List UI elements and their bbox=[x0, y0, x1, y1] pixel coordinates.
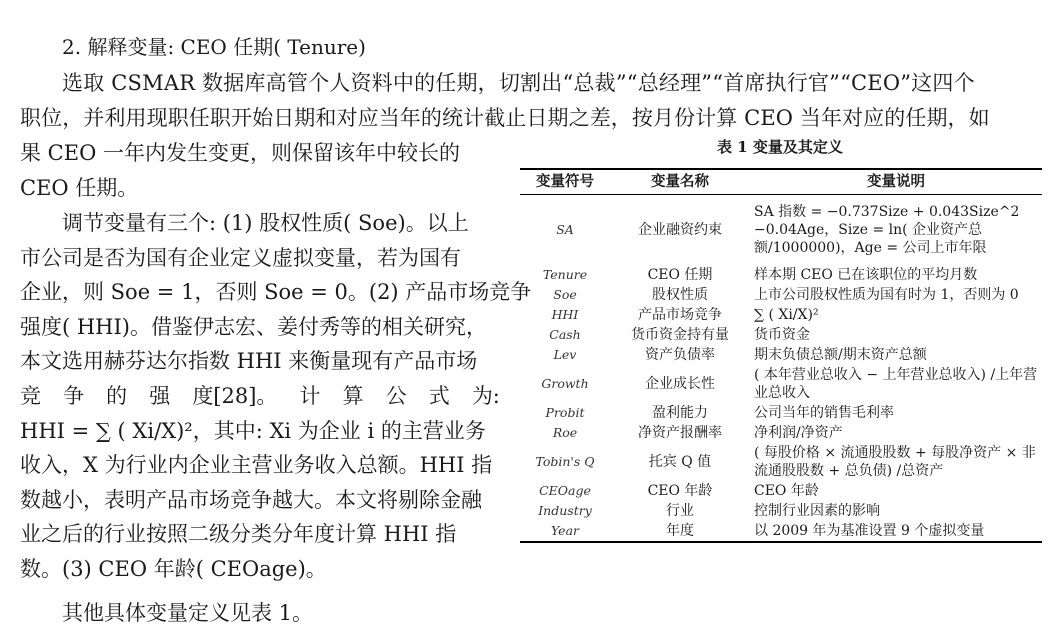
char: 的 bbox=[106, 383, 128, 408]
variable-symbol: Soe bbox=[553, 287, 577, 302]
variable-description: 上市公司股权性质为国有时为 1，否则为 0 bbox=[754, 287, 1019, 303]
variable-name: 净资产报酬率 bbox=[638, 425, 722, 441]
table-row bbox=[520, 501, 1042, 521]
table-row bbox=[520, 345, 1042, 365]
char: 争 bbox=[63, 383, 85, 408]
table-row bbox=[520, 403, 1042, 423]
char: 强 bbox=[149, 383, 171, 408]
variable-name: 产品市场竞争 bbox=[638, 307, 722, 323]
paragraph-2-line: 数。(3) CEO 年龄( CEOage)。 bbox=[20, 556, 327, 581]
paragraph-2-justified-line bbox=[20, 379, 500, 414]
paragraph-2-line: 调节变量有三个: (1) 股权性质( Soe)。以上 bbox=[62, 211, 469, 235]
variable-symbol: Cash bbox=[549, 327, 581, 342]
variable-description: SA 指数 = −0.737Size + 0.043Size^2 −0.04Age，Size = ln( 企业资产总额/1000000)，Age = 公司上市年限 bbox=[754, 204, 1020, 256]
variable-description: CEO 年龄 bbox=[754, 483, 819, 499]
paragraph-1-line-2: 职位，并利用现职任职开始日期和对应当年的统计截止日期之差，按月份计算 CEO 当年对应的任期，如 bbox=[20, 106, 990, 130]
variable-symbol: Year bbox=[520, 521, 610, 542]
variable-name: 盈利能力 bbox=[652, 405, 708, 421]
variable-description: 货币资金 bbox=[754, 327, 810, 343]
variable-name: CEO 任期 bbox=[647, 267, 713, 283]
paragraph-3: 其他具体变量定义见表 1。 bbox=[62, 601, 314, 625]
table-row bbox=[520, 195, 1042, 266]
variable-description: 样本期 CEO 已在该职位的平均月数 bbox=[754, 267, 978, 283]
char: 算 bbox=[342, 383, 364, 408]
paragraph-1-line-3: 果 CEO 一年内发生变更，则保留该年中较长的 bbox=[20, 141, 460, 165]
table-row bbox=[520, 443, 1042, 481]
char: 竞 bbox=[20, 383, 41, 408]
paragraph-2-line: HHI = ∑ ( Xi/X)²，其中: Xi 为企业 i 的主营业务 bbox=[20, 418, 486, 443]
variable-description: 以 2009 年为基准设置 9 个虚拟变量 bbox=[750, 521, 1042, 542]
variable-description: ( 本年营业总收入 − 上年营业总收入) /上年营业总收入 bbox=[754, 367, 1038, 401]
variable-description: 净利润/净资产 bbox=[754, 425, 843, 441]
char: 为: bbox=[471, 383, 500, 408]
char: 度[28]。 bbox=[192, 383, 278, 408]
table-row bbox=[520, 423, 1042, 443]
variable-symbol: Growth bbox=[541, 376, 589, 391]
variable-name: 托宾 Q 值 bbox=[648, 454, 712, 470]
table-header-cell: 变量名称 bbox=[610, 169, 750, 195]
variable-name: CEO 年龄 bbox=[647, 483, 713, 499]
paragraph-2-line: 本文选用赫芬达尔指数 HHI 来衡量现有产品市场 bbox=[20, 349, 478, 374]
variable-description: ( 每股价格 × 流通股股数 + 每股净资产 × 非流通股股数 + 总负债) /总资产 bbox=[754, 445, 1036, 479]
table-row bbox=[520, 481, 1042, 501]
paragraph-2 bbox=[20, 206, 532, 587]
variable-symbol: HHI bbox=[551, 307, 579, 322]
table-header-row bbox=[520, 169, 1042, 195]
variable-description: ∑ ( Xi/X)² bbox=[754, 307, 819, 323]
table-caption: 表 1 变量及其定义 bbox=[717, 138, 843, 156]
paragraph-2-line: 收入，X 为行业内企业主营业务收入总额。HHI 指 bbox=[20, 453, 493, 478]
variable-symbol: SA bbox=[556, 222, 574, 237]
variable-symbol: Industry bbox=[538, 503, 592, 518]
paragraph-2-line: 市公司是否为国有企业定义虚拟变量，若为国有 bbox=[20, 245, 461, 270]
variable-definition-table bbox=[520, 168, 1042, 543]
table-row bbox=[520, 521, 1042, 542]
paragraph-2-line: 企业，则 Soe = 1，否则 Soe = 0。(2) 产品市场竞争 bbox=[20, 280, 532, 305]
table-row bbox=[520, 365, 1042, 403]
variable-description: 公司当年的销售毛利率 bbox=[754, 405, 894, 421]
variable-symbol: Roe bbox=[552, 425, 578, 440]
variable-name: 货币资金持有量 bbox=[631, 327, 729, 343]
char: 公 bbox=[385, 383, 407, 408]
table-header-cell: 变量说明 bbox=[750, 169, 1042, 195]
paragraph-2-line: 强度( HHI)。借鉴伊志宏、姜付秀等的相关研究， bbox=[20, 314, 487, 339]
variable-symbol: Probit bbox=[545, 405, 585, 420]
variable-symbol: Tenure bbox=[542, 267, 588, 282]
variable-name: 年度 bbox=[610, 521, 750, 542]
variable-name: 企业融资约束 bbox=[638, 222, 722, 238]
variable-description: 控制行业因素的影响 bbox=[754, 503, 880, 519]
section-heading: 2. 解释变量: CEO 任期( Tenure) bbox=[62, 35, 366, 59]
table-row bbox=[520, 285, 1042, 305]
table-row bbox=[520, 325, 1042, 345]
variable-name: 企业成长性 bbox=[645, 376, 715, 392]
char: 计 bbox=[299, 383, 321, 408]
paragraph-2-line: 数越小，表明产品市场竞争越大。本文将剔除金融 bbox=[20, 487, 482, 512]
variable-description: 期末负债总额/期末资产总额 bbox=[754, 347, 927, 363]
char: 式 bbox=[428, 383, 450, 408]
paragraph-1-line-1: 选取 CSMAR 数据库高管个人资料中的任期，切割出“总裁”“总经理”“首席执行官”“CEO”这四个 bbox=[62, 71, 975, 95]
variable-symbol: Tobin's Q bbox=[535, 454, 595, 469]
variable-symbol: Lev bbox=[553, 347, 577, 362]
paragraph-2-line: 业之后的行业按照二级分类分年度计算 HHI 指 bbox=[20, 522, 457, 547]
table-header-cell: 变量符号 bbox=[520, 169, 610, 195]
table-row bbox=[520, 305, 1042, 325]
variable-name: 股权性质 bbox=[652, 287, 708, 303]
paragraph-1-line-4: CEO 任期。 bbox=[20, 176, 139, 200]
table-row bbox=[520, 265, 1042, 285]
variable-name: 行业 bbox=[666, 503, 694, 519]
variable-name: 资产负债率 bbox=[645, 347, 715, 363]
variable-symbol: CEOage bbox=[539, 483, 591, 498]
